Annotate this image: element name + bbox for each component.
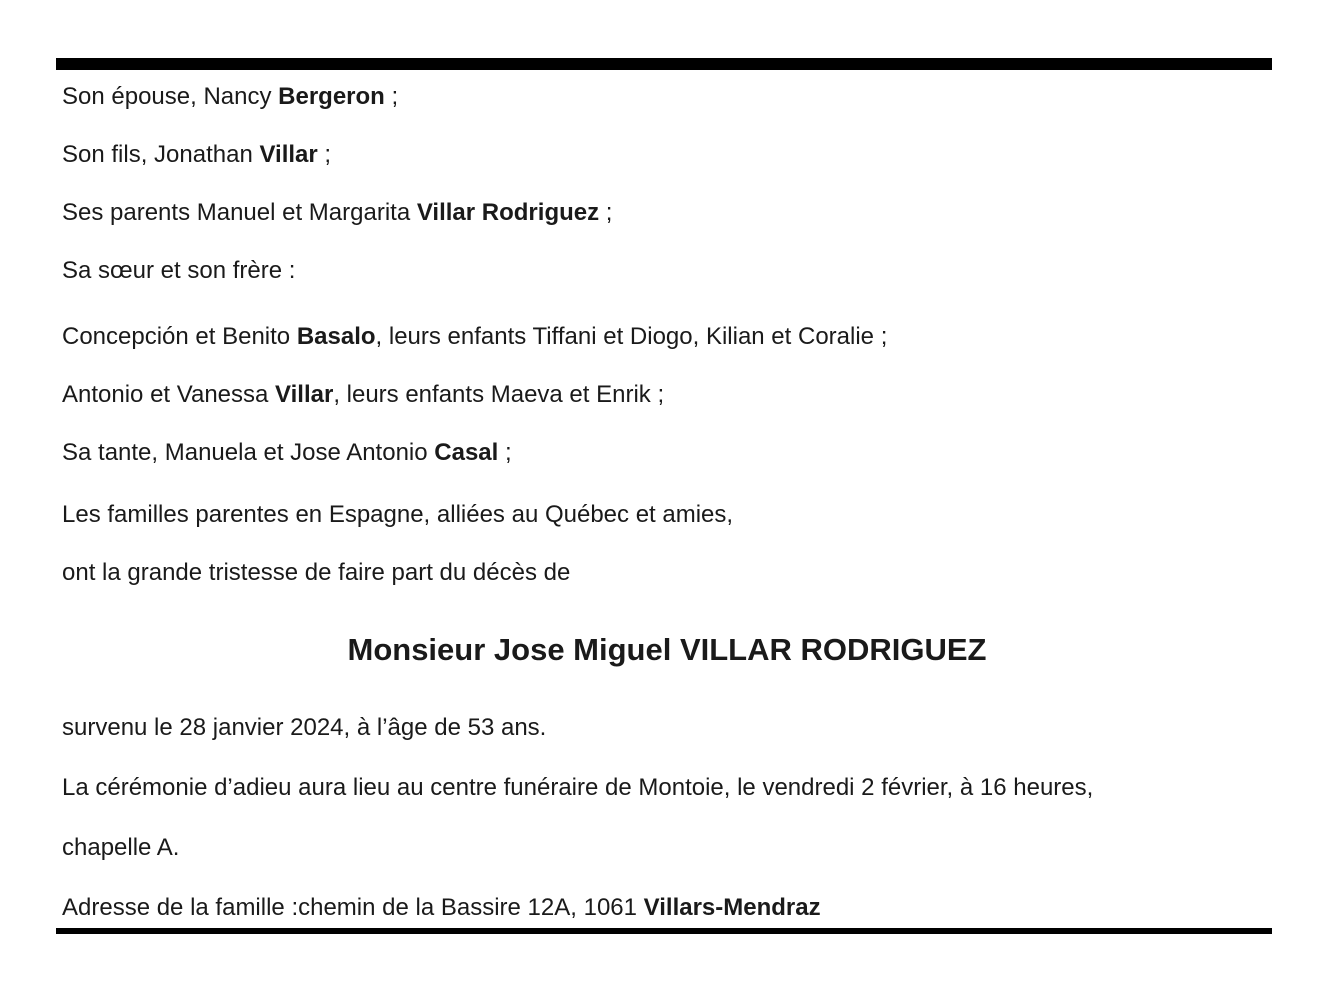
- text-segment: Antonio et Vanessa: [62, 381, 276, 408]
- text-segment-bold: Bergeron: [278, 83, 385, 110]
- notice-line-ceremony: [62, 773, 1272, 803]
- text-segment: ont la grande tristesse de faire part du décès de: [62, 559, 571, 586]
- text-segment-bold: Villar Rodriguez: [416, 199, 600, 226]
- notice-body: [62, 82, 1272, 953]
- notice-line-siblings-intro: [62, 256, 1272, 286]
- text-segment-bold: Villars-Mendraz: [643, 894, 821, 921]
- text-segment: survenu le 28 janvier 2024, à l’âge de 53 ans.: [62, 714, 547, 741]
- text-segment-bold: Basalo: [296, 323, 376, 350]
- bottom-rule: [56, 928, 1272, 934]
- text-segment: Son fils, Jonathan: [62, 141, 260, 168]
- text-segment-bold: Casal: [434, 439, 499, 466]
- notice-line-families: [62, 496, 1272, 530]
- text-segment: ;: [599, 199, 613, 226]
- text-segment: Sa sœur et son frère :: [62, 257, 296, 284]
- text-segment: ;: [384, 83, 399, 110]
- text-segment: Sa tante, Manuela et Jose Antonio: [62, 439, 435, 466]
- text-segment: , leurs enfants Tiffani et Diogo, Kilian et Coralie ;: [375, 323, 888, 350]
- text-segment: Les familles parentes en Espagne, alliées au Québec et amies,: [62, 501, 734, 528]
- text-segment: chapelle A.: [62, 834, 180, 861]
- text-segment: Son épouse, Nancy: [62, 83, 279, 110]
- text-segment-bold: Monsieur Jose Miguel VILLAR RODRIGUEZ: [347, 632, 987, 667]
- text-segment: Concepción et Benito: [62, 323, 297, 350]
- notice-line-aunt: [62, 438, 1272, 468]
- notice-line-chapel: [62, 833, 1272, 863]
- text-segment-bold: Villar: [259, 141, 318, 168]
- text-segment: La cérémonie d’adieu aura lieu au centre funéraire de Montoie, le vendredi 2 février, à 16 heures,: [62, 774, 1094, 801]
- notice-line-spouse: [62, 82, 1272, 112]
- notice-line-sister-family: [62, 314, 1272, 352]
- notice-line-son: [62, 140, 1272, 170]
- notice-line-death-date: [62, 713, 1272, 743]
- text-segment: , leurs enfants Maeva et Enrik ;: [333, 381, 665, 408]
- text-segment: ;: [317, 141, 332, 168]
- top-rule: [56, 58, 1272, 70]
- notice-line-parents: [62, 198, 1272, 228]
- text-segment-bold: Villar: [275, 381, 334, 408]
- text-segment: ;: [498, 439, 512, 466]
- notice-line-brother-family: [62, 380, 1272, 410]
- text-segment: Adresse de la famille :chemin de la Bassire 12A, 1061: [62, 894, 644, 921]
- text-segment: Ses parents Manuel et Margarita: [62, 199, 417, 226]
- deceased-name-title: [62, 616, 1272, 670]
- notice-line-announcement: [62, 558, 1272, 588]
- notice-line-address: [62, 893, 1272, 923]
